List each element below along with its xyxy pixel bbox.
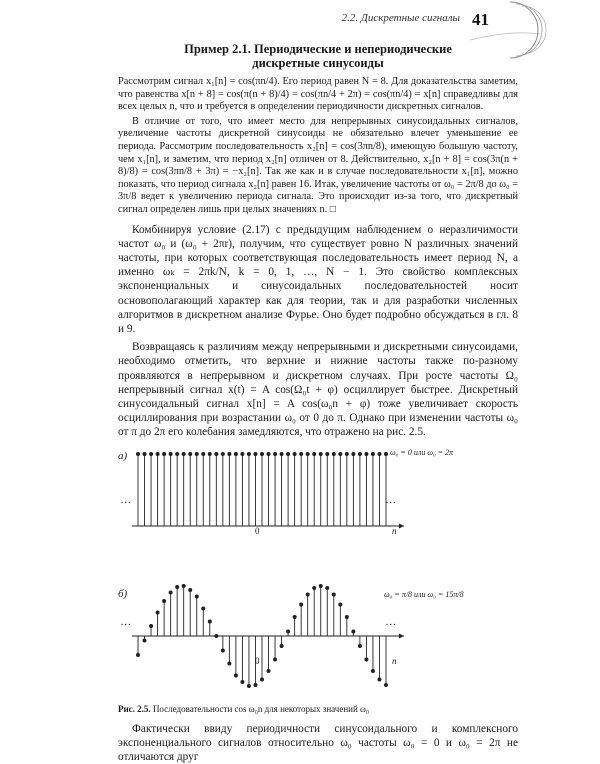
panel-a-point-11 [299,452,303,456]
panel-a-point--13 [143,452,147,456]
panel-b-point-2 [240,680,244,684]
panel-b-point-4 [253,683,257,687]
panel-a-frequency-note: ω₀ = 0 или ω₀ = 2π [390,447,454,457]
panel-b-point--10 [162,599,166,603]
figure-caption [118,704,518,714]
panel-b-point-22 [371,669,375,673]
panel-a-point-10 [293,452,297,456]
panel-b-point--13 [143,638,147,642]
page-content [118,42,518,764]
caption-label: Рис. 2.5. [118,703,151,714]
panel-a-point-18 [345,452,349,456]
panel-b-point-14 [319,584,323,588]
panel-b-point--1 [221,648,225,652]
panel-a-point-9 [286,452,290,456]
panel-a-point-6 [267,452,271,456]
caption-text: Последовательности cos ω₀n для некоторых значений ω₀ [152,703,370,714]
panel-a-point--12 [149,452,153,456]
panel-a-left-dots: … [121,493,131,506]
panel-a-point--11 [156,452,160,456]
panel-b-point-18 [345,615,349,619]
panel-b-point-1 [234,673,238,677]
panel-a-point--7 [182,452,186,456]
example-paragraph-2: В отличие от того, что имеет место для непрерывных синусоидальных сигналов, увеличение частоты дискретной синусоиды не обязательно влечет уменьшение ее периода. Рассмотрим последовательность x₂[n] = cos(3πn/8), имеющую большую частоту, чем x₁[n], и заметим, что период x₂[n] отличен от 8. Действительно, x₂[n + 8] = cos(3π(n + 8)/8) = cos(3πn/8 + 3π) = −x₂[n]. Так же как и в случае последовательности x₁[n], можно показать, что период сигнала x₂[n] равен 16. Итак, увеличение частоты от ω₀ = 2π/8 до ω₀ = 3π/8 ведет к увеличению периода сигнала. Это происходит из-за того, что дискретный сигнал определен лишь при целых значениях n. □ [118,115,518,215]
example-paragraph-1: Рассмотрим сигнал x₁[n] = cos(πn/4). Его период равен N = 8. Для доказательства заметим, что равенства x[n + 8] = cos(π(n + 8)/4) = cos(πn/4 + 2π) = cos(πn/4) = x[n] справедливы для всех целых n, что и требуется в определении периодичности дискретных сигналов. [118,76,518,113]
panel-b-point--3 [208,619,212,623]
panel-b-point-8 [280,644,284,648]
panel-b-point-5 [260,677,264,681]
panel-a-point-2 [240,452,244,456]
body-paragraph-3: Фактически ввиду периодичности синусоидального и комплексного экспоненциального сигналов относительно ω₀ частоты ω₀ = 0 и ω₀ = 2π не отличаются друг [118,722,518,763]
panel-b-point--6 [188,588,192,592]
panel-b-n-label: n [392,655,397,666]
panel-a-point--5 [195,452,199,456]
panel-a-point-20 [358,452,362,456]
panel-a-point-7 [273,452,277,456]
panel-a-zero-label: 0 [255,525,260,536]
panel-b-axis-arrow-icon [399,633,404,638]
panel-a-point-5 [260,452,264,456]
panel-a-point--9 [169,452,173,456]
panel-a-point-1 [234,452,238,456]
example-title [118,42,518,70]
running-head: 2.2. Дискретные сигналы [341,12,460,24]
panel-b-label: б) [118,587,128,600]
panel-b-point-6 [267,669,271,673]
panel-a-point-24 [384,452,388,456]
panel-b-point-20 [358,644,362,648]
panel-a-point-19 [351,452,355,456]
panel-b-right-dots: … [386,615,396,628]
example-title-line2: дискретные синусоиды [252,56,384,70]
figure-2-5 [118,444,518,702]
panel-b-point-23 [377,677,381,681]
panel-b-point-15 [325,586,329,590]
panel-b-point--9 [169,590,173,594]
panel-b-point-3 [247,684,251,688]
panel-a-stem-plot [118,444,518,544]
panel-b-point-9 [286,629,290,633]
panel-a-point--8 [175,452,179,456]
panel-a-n-label: n [392,525,397,536]
panel-b-point-7 [273,657,277,661]
panel-a-point--14 [136,452,140,456]
panel-b-point-0 [227,661,231,665]
panel-a-point-12 [306,452,310,456]
panel-b-frequency-note: ω₀ = π/8 или ω₀ = 15π/8 [384,589,464,599]
body-paragraph-1: Комбинируя условие (2.17) с предыдущим наблюдением о неразличимости частот ω₀ и (ω₀ + 2πr), получим, что существует ровно N различных значений частоты, при которых соответствующая последовательность имеет период N, а именно ωₖ = 2πk/N, k = 0, 1, …, N − 1. Это свойство комплексных экспоненциальных и синусоидальных последовательностей носит основополагающий характер как для теории, так и для разработки численных алгоритмов в дискретном анализе Фурье. Оно будет подробно обсуждаться в гл. 8 и 9. [118,223,518,335]
panel-b-point-10 [293,615,297,619]
panel-b-point-24 [384,683,388,687]
panel-b-point--7 [182,584,186,588]
panel-b-point-13 [312,586,316,590]
panel-a-point--10 [162,452,166,456]
page-number: 41 [472,10,489,29]
panel-a-axis-arrow-icon [399,523,404,528]
panel-a-right-dots: … [386,493,396,506]
panel-b-point--5 [195,594,199,598]
panel-a-point--2 [214,452,218,456]
panel-b-zero-label: 0 [255,655,260,666]
panel-b-point--11 [156,610,160,614]
panel-a-point-4 [253,452,257,456]
example-title-line1: Пример 2.1. Периодические и непериодические [184,42,452,56]
panel-a-point-8 [280,452,284,456]
panel-a-point--4 [201,452,205,456]
panel-a-point-14 [319,452,323,456]
panel-a-point--6 [188,452,192,456]
panel-b-point-17 [338,602,342,606]
panel-b-point-19 [351,629,355,633]
panel-b-point-16 [332,592,336,596]
panel-a-point-3 [247,452,251,456]
panel-b-point--14 [136,653,140,657]
panel-b-point-11 [299,602,303,606]
panel-a-point--1 [221,452,225,456]
panel-b-left-dots: … [121,615,131,628]
panel-a-point-16 [332,452,336,456]
panel-b-point-21 [364,657,368,661]
body-paragraph-2: Возвращаясь к различиям между непрерывными и дискретными синусоидами, необходимо отметить, что верхние и нижние частоты также по-разному проявляются в непрерывном и дискретном случаях. При росте частоты Ω₀ непрерывный сигнал x(t) = A cos(Ω₀t + φ) осциллирует быстрее. Дискретный синусоидальный сигнал x[n] = A cos(ω₀n + φ) тоже увеличивает скорость осциллирования при возрастании ω₀ от 0 до π. Однако при изменении частоты ω₀ от π до 2π его колебания замедляются, что отражено на рис. 2.5. [118,341,518,439]
panel-b-point--12 [149,624,153,628]
panel-b-stem-plot [118,572,518,692]
panel-b-point--8 [175,585,179,589]
panel-a-point-15 [325,452,329,456]
panel-b-point--2 [214,634,218,638]
panel-a-point-17 [338,452,342,456]
panel-a-point--3 [208,452,212,456]
panel-b-point-12 [306,592,310,596]
panel-a-point-23 [377,452,381,456]
panel-b-point--4 [201,606,205,610]
panel-a-point-21 [364,452,368,456]
panel-a-point-0 [227,452,231,456]
panel-a-label: а) [118,449,128,462]
panel-a-point-22 [371,452,375,456]
panel-a-point-13 [312,452,316,456]
